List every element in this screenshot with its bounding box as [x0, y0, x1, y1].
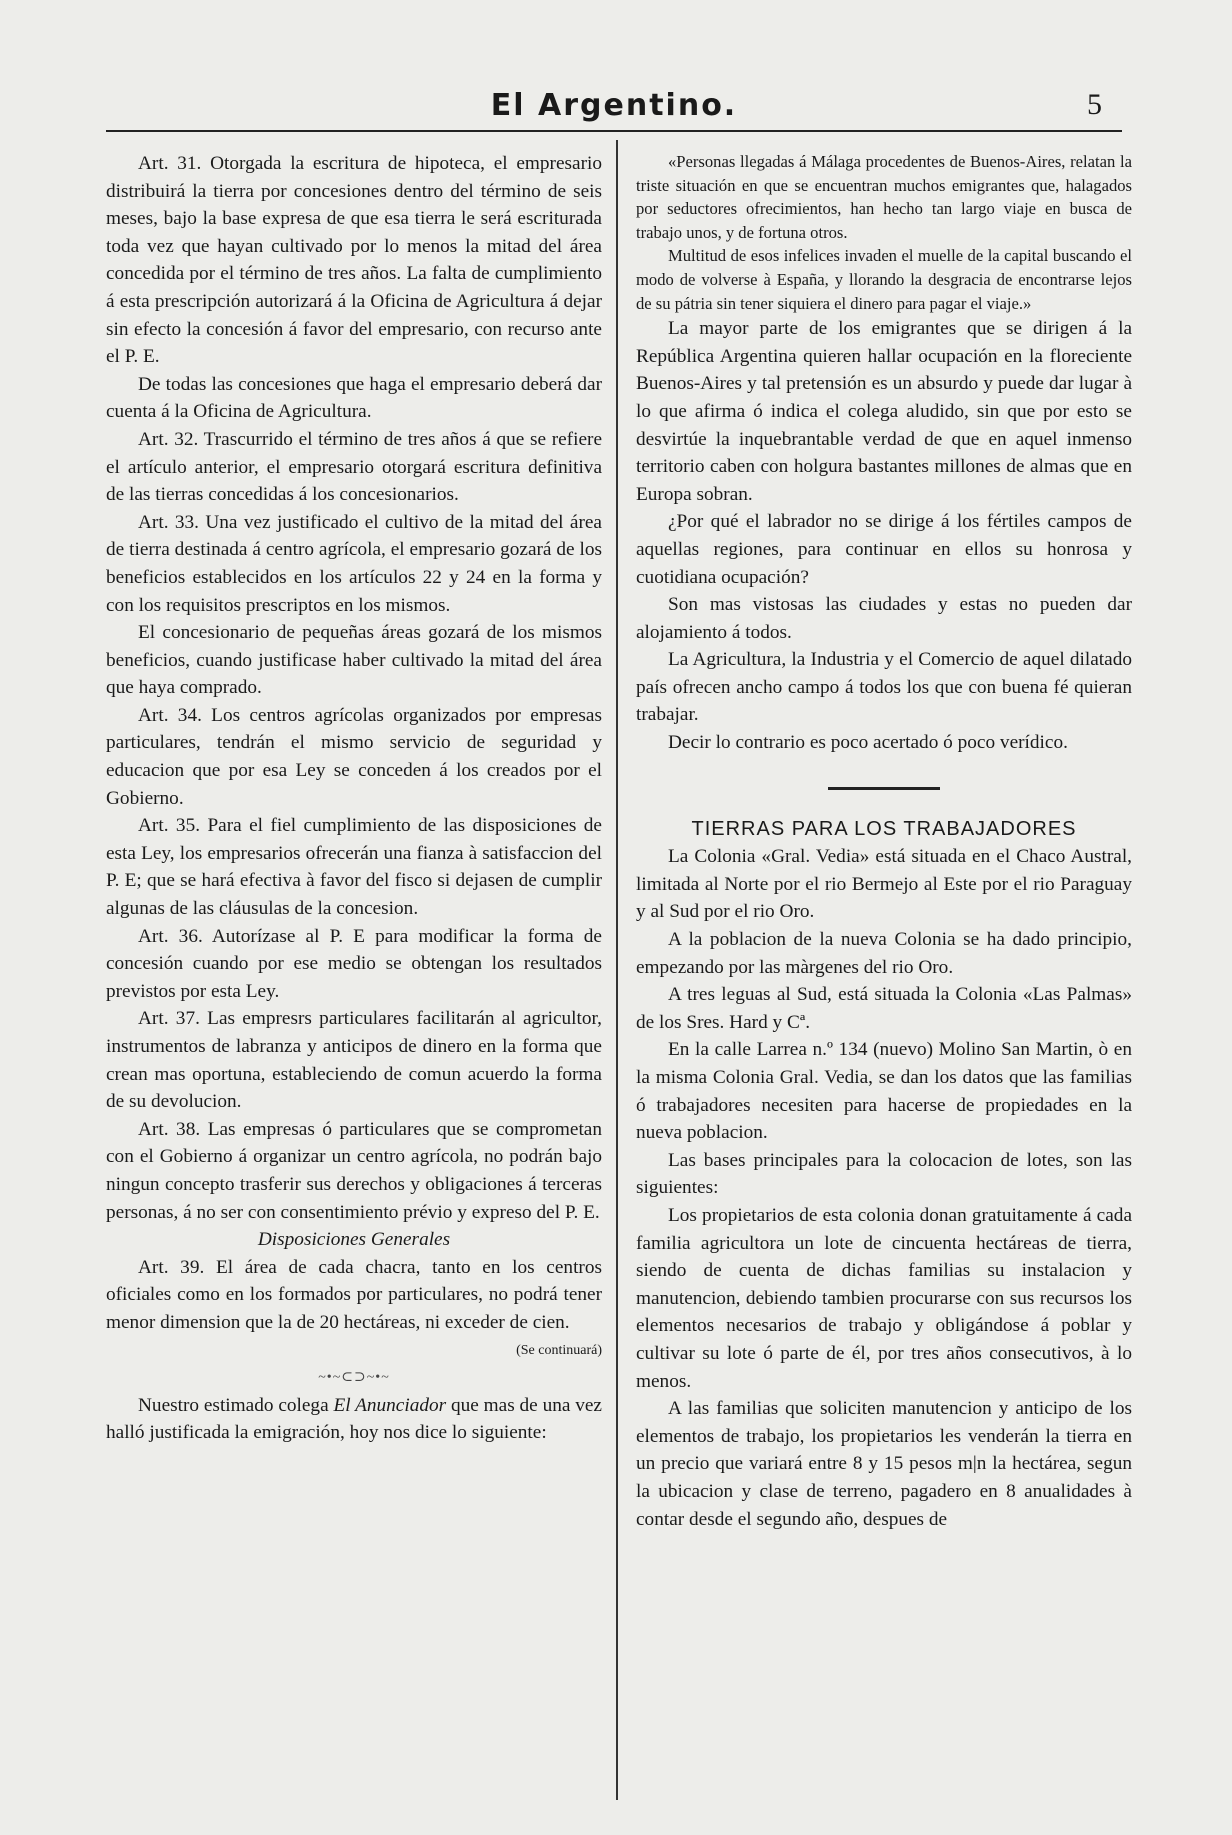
- left-column: [106, 150, 602, 1790]
- agriculture-paragraph: La Agricultura, la Industria y el Comercio de aquel dilatado país ofrecen ancho campo á todos los que con buena fé quieran trabajar.: [636, 649, 1132, 726]
- colonia-population: A la poblacion de la nueva Colonia se ha dado principio, empezando por las màrgenes del rio Oro.: [636, 929, 1132, 978]
- column-divider: [616, 140, 618, 1800]
- colonia-bases-intro: Las bases principales para la colocacion de lotes, son las siguientes:: [636, 1149, 1132, 1199]
- colonia-address: En la calle Larrea n.º 134 (nuevo) Molino San Martin, ò en la misma Colonia Gral. Vedia, se dan los datos que las familias ó trabajadores necesiten para hacerse de propiedades en la nueva poblacion.: [636, 1039, 1132, 1144]
- article-31: Art. 31. Otorgada la escritura de hipoteca, el empresario distribuirá la tierra por concesiones dentro del término de seis meses, bajo la base expresa de que esa tierra le será escriturada toda vez que hayan cultivado por lo menos la mitad del área concedida por el término de tres años. La falta de cumplimiento á esta prescripción autorizará á la Oficina de Agricultura á dejar sin efecto la concesión á favor del empresario, con recurso ante el P. E.: [106, 153, 602, 368]
- labrador-paragraph: ¿Por qué el labrador no se dirige á los fértiles campos de aquellas regiones, para continuar en ellos su honrosa y cuotidiana ocupación?: [636, 511, 1132, 588]
- quote-paragraph-2: Multitud de esos infelices invaden el muelle de la capital buscando el modo de volverse à España, y llorando la desgracia de encontrarse lejos de su pátria sin tener siquiera el dinero para pagar el viaje.»: [636, 246, 1132, 313]
- article-35: Art. 35. Para el fiel cumplimiento de las disposiciones de esta Ley, los empresarios ofrecerán una fianza à satisfaccion del P. E; que se hará efectiva à favor del fisco si dejasen de cumplir algunas de las cláusulas de la concesion.: [106, 815, 602, 920]
- section-headline: TIERRAS PARA LOS TRABAJADORES: [691, 817, 1077, 840]
- article-32: Art. 32. Trascurrido el término de tres años á que se refiere el artículo anterior, el empresario otorgará escritura definitiva de las tierras concedidas á los concesionarios.: [106, 428, 602, 506]
- colonia-donation: Los propietarios de esta colonia donan gratuitamente á cada familia agricultora un lote de cincuenta hectáreas de tierra, siendo de cuenta de dichas familias su instalacion y manutencion, debiendo tambien procurarse con sus recursos los elementos necesarios de trabajo y obligándose á poblar y cultivar su lote ó parte de él, por tres años consecutivos, à lo menos.: [636, 1204, 1132, 1392]
- article-33: Art. 33. Una vez justificado el cultivo de la mitad del área de tierra destinada á centro agrícola, el empresario gozará de los beneficios establecidos en los artículos 22 y 24 en la forma y con los requisitos prescriptos en los mismos.: [106, 511, 602, 616]
- anunciador-paragraph: [106, 1392, 602, 1447]
- section-heading: Disposiciones Generales: [257, 1229, 451, 1251]
- anunciador-text-after: que mas de una vez halló justificada la emigración, hoy nos dice lo siguiente:: [106, 1394, 602, 1444]
- section-rule: [828, 787, 940, 790]
- masthead: [106, 82, 1122, 132]
- ornament-divider: ~•~⊂⊃~•~: [318, 1370, 390, 1386]
- page-number: 5: [1087, 88, 1102, 121]
- colonia-location: La Colonia «Gral. Vedia» está situada en el Chaco Austral, limitada al Norte por el rio Bermejo al Este por el rio Paraguay y al Sud por el rio Oro.: [636, 846, 1132, 923]
- continuation-note: (Se continuará): [516, 1342, 602, 1358]
- article-34: Art. 34. Los centros agrícolas organizados por empresas particulares, tendrán el mismo servicio de seguridad y educacion que por esa Ley se conceden á los creados por el Gobierno.: [106, 704, 602, 809]
- article-38: Art. 38. Las empresas ó particulares que se comprometan con el Gobierno á organizar un centro agrícola, no podrán bajo ningun concepto trasferir sus derechos y obligaciones á terceras personas, á no ser con consentimiento prévio y expreso del P. E.: [106, 1118, 602, 1223]
- right-column: [636, 150, 1132, 1790]
- emigrants-paragraph: La mayor parte de los emigrantes que se dirigen á la República Argentina quieren hallar ocupación en la floreciente Buenos-Aires y tal pretensión es un absurdo y puede dar lugar à lo que afirma ó indica el colega aludido, sin que por esto se desvirtúe la inquebrantable verdad de que en aquel inmenso territorio caben con holgura bastantes millones de almas que en Europa sobran.: [636, 318, 1132, 505]
- anunciador-text-before: Nuestro estimado colega: [138, 1394, 334, 1416]
- article-33-note: El concesionario de pequeñas áreas gozará de los mismos beneficios, cuando justificase haber cultivado la mitad del área que haya comprado.: [106, 622, 602, 699]
- colonia-las-palmas: A tres leguas al Sud, está situada la Colonia «Las Palmas» de los Sres. Hard y Cª.: [636, 984, 1132, 1033]
- article-31-note: De todas las concesiones que haga el empresario deberá dar cuenta á la Oficina de Agricultura.: [106, 373, 602, 423]
- cities-paragraph: Son mas vistosas las ciudades y estas no pueden dar alojamiento á todos.: [636, 594, 1132, 643]
- quote-paragraph-1: «Personas llegadas á Málaga procedentes de Buenos-Aires, relatan la triste situación en que se encuentran muchos emigrantes que, halagados por seductores ofrecimientos, han hecho tan largo viaje en busca de trabajo unos, y de fortuna otros.: [636, 152, 1132, 242]
- article-37: Art. 37. Las empresrs particulares facilitarán al agricultor, instrumentos de labranza y anticipos de dinero en la forma que crean mas oportuna, estableciendo de comun acuerdo la forma de su devolucion.: [106, 1008, 602, 1113]
- anunciador-title: El Anunciador: [333, 1394, 447, 1416]
- masthead-title: El Argentino.: [490, 88, 738, 123]
- article-36: Art. 36. Autorízase al P. E para modificar la forma de concesión cuando por ese medio se obtengan los resultados previstos por esta Ley.: [106, 925, 602, 1002]
- colonia-sale-terms: A las familias que soliciten manutencion y anticipo de los elementos de trabajo, los propietarios les venderán la tierra en un precio que variará entre 8 y 15 pesos m|n la hectárea, segun la ubicacion y clase de terreno, pagadero en 8 anualidades à contar desde el segundo año, despues de: [636, 1398, 1132, 1530]
- closing-paragraph: Decir lo contrario es poco acertado ó poco verídico.: [668, 732, 1068, 754]
- article-39: Art. 39. El área de cada chacra, tanto en los centros oficiales como en los formados por particulares, no podrá tener menor dimension que la de 20 hectáreas, ni exceder de cien.: [106, 1256, 602, 1333]
